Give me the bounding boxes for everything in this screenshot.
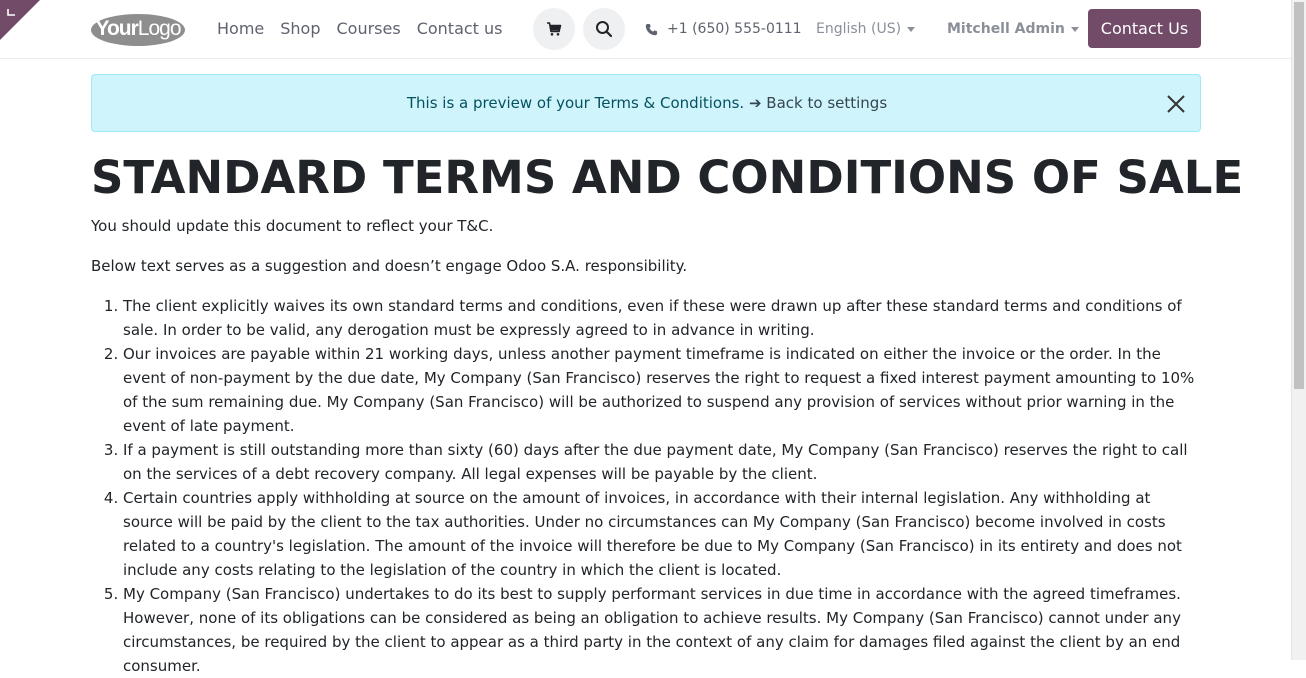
contact-us-button[interactable]: Contact Us <box>1088 9 1201 48</box>
phone-icon <box>645 23 658 36</box>
search-icon <box>595 20 613 38</box>
intro-paragraph: You should update this document to reflect your T&C. <box>91 217 494 235</box>
chevron-down-icon <box>1071 27 1079 32</box>
disclaimer-paragraph: Below text serves as a suggestion and doesn’t engage Odoo S.A. responsibility. <box>91 257 688 275</box>
phone-link[interactable] <box>645 18 802 40</box>
chevron-down-icon <box>907 27 915 32</box>
site-header <box>0 0 1291 59</box>
user-menu-dropdown[interactable] <box>947 18 1079 40</box>
terms-content <box>91 150 1244 678</box>
main-nav <box>217 18 503 40</box>
logo-text-logo: Logo <box>137 17 181 40</box>
alert-message: This is a preview of your Terms & Conditions. <box>406 94 745 112</box>
nav-link-contact-us[interactable]: Contact us <box>416 19 503 38</box>
list-item: 2. Our invoices are payable within 21 working days, unless another payment timeframe is indicated on either the invoice or the order. In the event of non-payment by the due date, My Company (San Francisco) reserves the right to request a fixed interest payment amounting to 10% of the sum remaining due. My Company (San Francisco) will be authorized to suspend any provision of services without prior warning in the event of late payment. <box>123 342 1201 438</box>
shopping-cart-icon <box>546 21 562 37</box>
nav-link-home[interactable]: Home <box>217 19 265 38</box>
logo-text-your: Your <box>95 17 138 40</box>
list-item: 4. Certain countries apply withholding at source on the amount of invoices, in accordance with their internal legislation. Any withholding at source will be paid by the client to the tax authorities. Under no circumstances can My Company (San Francisco) become involved in costs related to a country's legislation. The amount of the invoice will therefore be due to My Company (San Francisco) in its entirety and does not include any costs relating to the legislation of the country in which the client is located. <box>123 486 1201 582</box>
list-item: 3. If a payment is still outstanding more than sixty (60) days after the due payment date, My Company (San Francisco) reserves the right to call on the services of a debt recovery company. All legal expenses will be payable by the client. <box>123 438 1201 486</box>
page-scrollbar[interactable] <box>1291 0 1306 660</box>
back-to-settings-link[interactable]: ➔ Back to settings <box>748 94 888 112</box>
list-item: 5. My Company (San Francisco) undertakes to do its best to supply performant services in due time in accordance with the agreed timeframes. However, none of its obligations can be considered as being an obligation to achieve results. My Company (San Francisco) cannot under any circumstances, be required by the client to appear as a third party in the context of any claim for damages filed against the client by an end consumer. <box>123 582 1201 678</box>
terms-list <box>91 294 1201 678</box>
language-dropdown[interactable] <box>816 18 915 40</box>
user-name: Mitchell Admin <box>947 21 1065 37</box>
site-logo[interactable] <box>90 13 186 49</box>
close-icon <box>1165 93 1187 115</box>
page-title: STANDARD TERMS AND CONDITIONS OF SALE <box>91 151 1244 204</box>
language-label: English (US) <box>816 21 902 37</box>
phone-number: +1 (650) 555-0111 <box>667 21 802 37</box>
cart-button[interactable] <box>533 8 575 50</box>
nav-link-courses[interactable]: Courses <box>336 19 401 38</box>
search-button[interactable] <box>583 8 625 50</box>
editor-corner-icon[interactable] <box>0 0 40 40</box>
scrollbar-thumb[interactable] <box>1294 2 1304 389</box>
list-item: 1. The client explicitly waives its own standard terms and conditions, even if these were drawn up after these standard terms and conditions of sale. In order to be valid, any derogation must be expressly agreed to in advance in writing. <box>123 294 1201 342</box>
preview-alert <box>91 74 1201 132</box>
nav-link-shop[interactable]: Shop <box>280 19 321 38</box>
alert-close-button[interactable] <box>1165 93 1187 115</box>
